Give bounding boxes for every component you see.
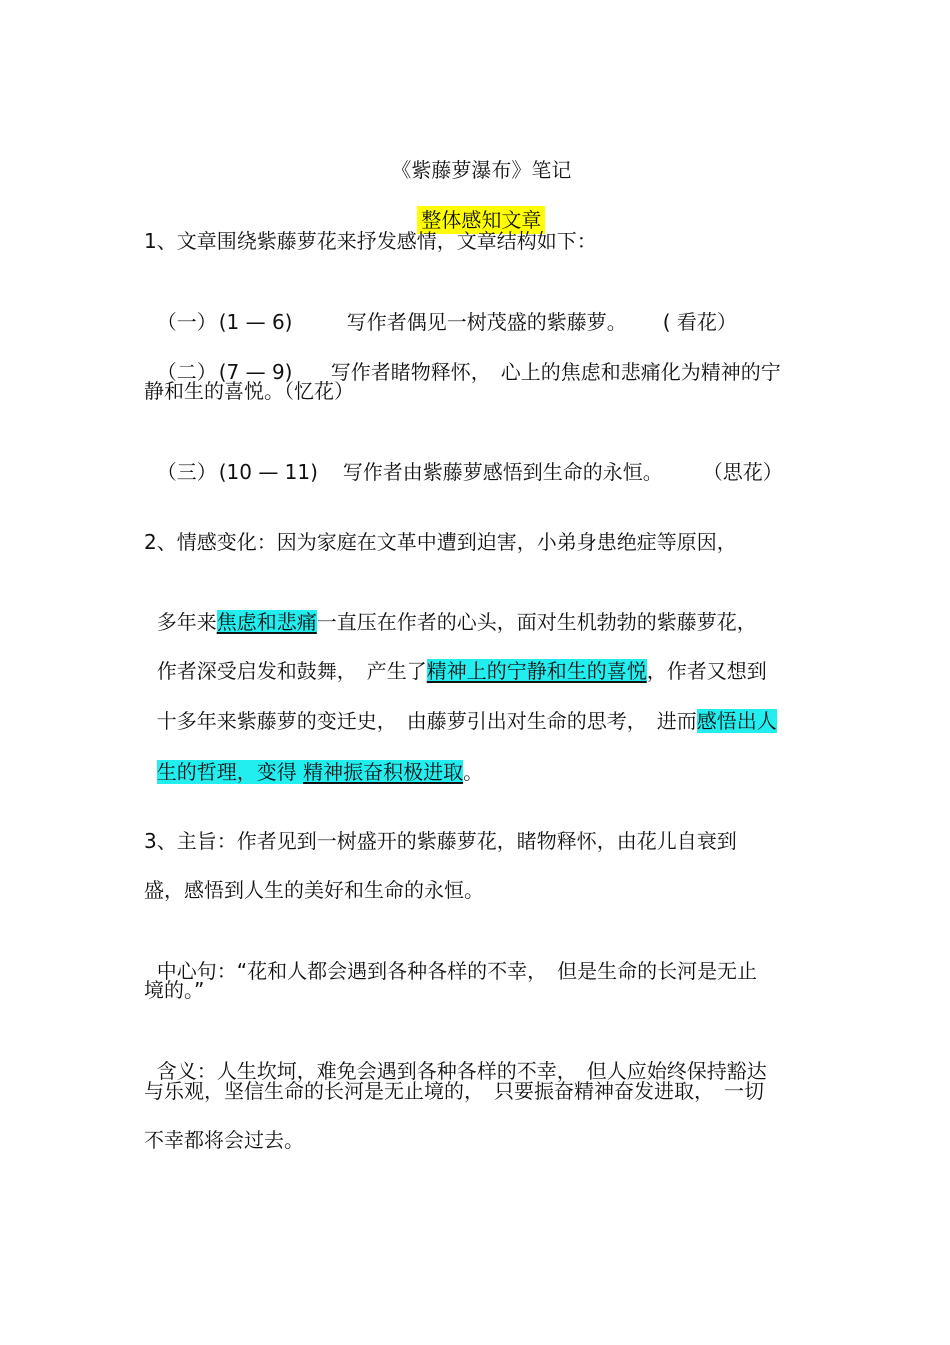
- meaning-cont-2: 不幸都将会过去。: [144, 1128, 304, 1152]
- section2-line-2: [144, 577, 757, 634]
- central-sentence-text: “花和人都会遇到各种各样的不幸， 但是生命的长河是无止: [236, 959, 758, 983]
- part-range: (7 — 9): [218, 360, 293, 384]
- meaning-cont-1: 与乐观，坚信生命的长河是无止境的， 只要振奋精神奋发进取， 一切: [144, 1079, 764, 1103]
- section2-line-3: [144, 626, 767, 683]
- meaning-text: 人生坎坷，难免会遇到各种各样的不幸， 但人应始终保持豁达: [216, 1059, 767, 1083]
- structure-part-2: [144, 327, 781, 384]
- part-tag: ( 看花）: [662, 310, 737, 334]
- structure-part-1: [144, 277, 737, 334]
- subtitle-highlight: 整体感知文章: [417, 206, 545, 234]
- part-desc: 写作者偶见一树茂盛的紫藤萝。: [346, 310, 627, 334]
- part-desc: 写作者由紫藤萝感悟到生命的永恒。: [342, 460, 663, 484]
- text-segment: 一直压在作者的心头，面对生机勃勃的紫藤萝花，: [316, 610, 757, 634]
- text-segment: ，作者又想到: [646, 659, 767, 683]
- part-label: （一）: [156, 310, 217, 334]
- text-segment: 多年来: [156, 610, 217, 634]
- highlight-spiritual-peace: 精神上的宁静和生的喜悦: [426, 659, 647, 683]
- section2-line-4: [144, 676, 777, 733]
- part-tag: （思花）: [702, 460, 783, 484]
- section1-intro: 1、文章围绕紫藤萝花来抒发感情，文章结构如下：: [144, 229, 597, 253]
- structure-part-3: [144, 427, 783, 484]
- central-sentence: [144, 926, 758, 983]
- central-sentence-label: 中心句：: [156, 959, 237, 983]
- text-segment: 作者深受启发和鼓舞， 产生了: [156, 659, 427, 683]
- highlight-life-philosophy: 生的哲理，变得: [156, 760, 304, 784]
- part-range: (10 — 11): [218, 460, 318, 484]
- section2-line-1: 2、情感变化：因为家庭在文革中遭到迫害，小弟身患绝症等原因，: [144, 530, 737, 554]
- page-subtitle: [0, 175, 950, 232]
- part-label: （三）: [156, 460, 217, 484]
- central-sentence-cont: 境的。”: [144, 978, 205, 1002]
- part-desc: 写作者睹物释怀， 心上的焦虑和悲痛化为精神的宁: [330, 360, 781, 384]
- title-text: 《紫藤萝瀑布》笔记: [391, 158, 572, 182]
- section3-line-2: 盛，感悟到人生的美好和生命的永恒。: [144, 878, 484, 902]
- page-title: [0, 125, 950, 182]
- highlight-spirit-uplift: 精神振奋积极进取: [303, 760, 464, 784]
- text-segment: 。: [463, 760, 484, 784]
- section2-line-5: [144, 727, 484, 784]
- highlight-life-insight: 感悟出人: [696, 709, 777, 733]
- structure-part-2-cont: 静和生的喜悦。（忆花）: [144, 379, 354, 403]
- meaning: [144, 1026, 767, 1083]
- highlight-anxiety-grief: 焦虑和悲痛: [216, 610, 317, 634]
- part-label: （二）: [156, 360, 217, 384]
- section3-line-1: 3、主旨：作者见到一树盛开的紫藤萝花，睹物释怀，由花儿自衰到: [144, 829, 737, 853]
- meaning-label: 含义：: [156, 1059, 217, 1083]
- text-segment: 十多年来紫藤萝的变迁史， 由藤萝引出对生命的思考， 进而: [156, 709, 697, 733]
- part-range: (1 — 6): [218, 310, 293, 334]
